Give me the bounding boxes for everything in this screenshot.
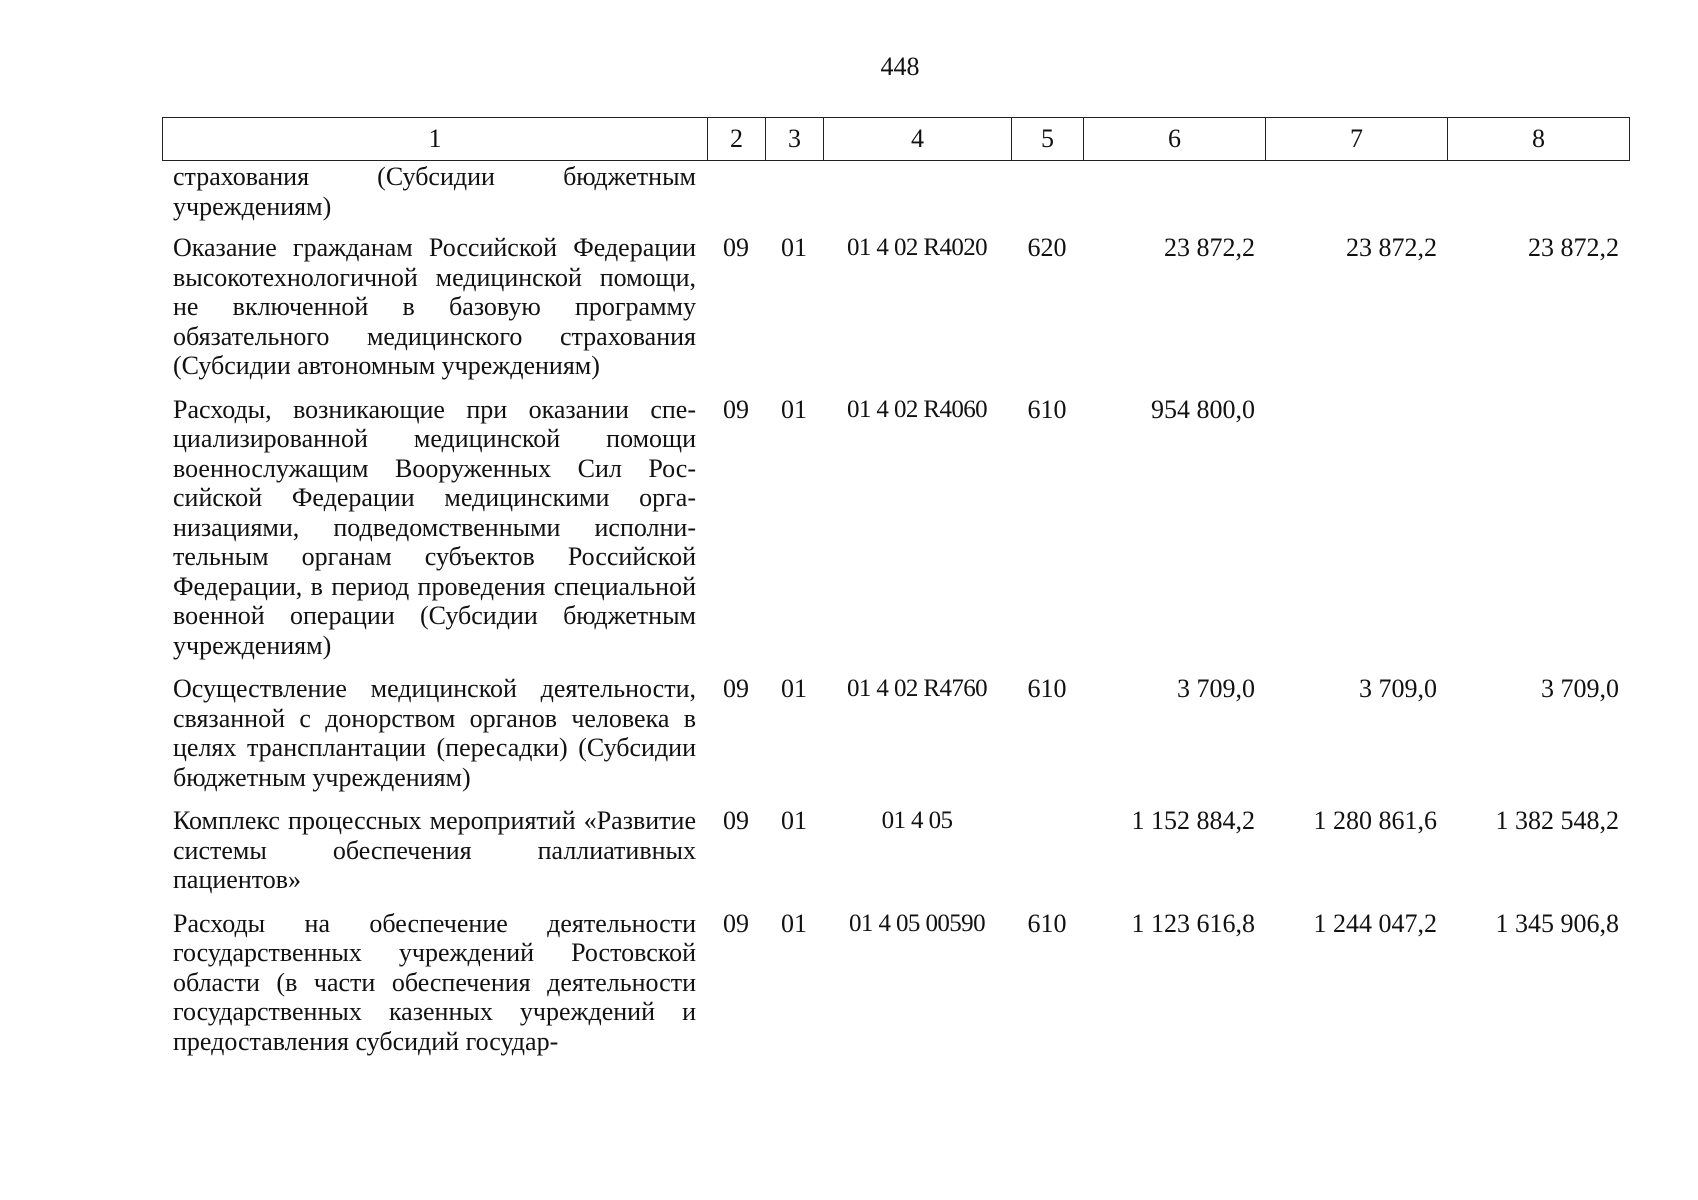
row-amount-year-1: 1 152 884,2 <box>1131 806 1255 835</box>
row-section <box>707 162 765 233</box>
header-col-1: 1 <box>163 118 708 161</box>
row-amount-year-2: 3 709,0 <box>1359 674 1437 703</box>
row-amount-year-3 <box>1447 162 1629 233</box>
row-amount-year-2 <box>1265 395 1447 675</box>
row-amount-year-1: 3 709,0 <box>1177 674 1255 703</box>
row-amount-year-2: 1 244 047,2 <box>1313 908 1437 938</box>
header-col-8: 8 <box>1448 118 1630 161</box>
row-subsection: 01 <box>781 394 807 424</box>
row-expense-type <box>1011 162 1083 233</box>
row-amount-year-1: 954 800,0 <box>1151 394 1255 424</box>
row-amount-year-2: 23 872,2 <box>1346 233 1437 262</box>
row-subsection: 01 <box>781 674 807 703</box>
row-subsection: 01 <box>781 806 807 835</box>
table-row <box>162 162 1629 233</box>
column-number-header <box>162 117 1630 161</box>
row-description: Оказание гражданам Российской Федерации высокотехнологичной медицинской помощи, не включенной в базовую программу обязательного медицинского страхования (Субсидии автономным учреждениям) <box>173 233 696 380</box>
row-target-code: 01 4 02 R4020 <box>846 234 988 261</box>
row-amount-year-1: 1 123 616,8 <box>1131 908 1255 938</box>
row-expense-type <box>1011 806 1083 909</box>
row-description: Расходы на обеспечение деятельности государственных учреждений Ростовской области (в части обеспечения деятельности государственных казенных учреждений и предоставления субсидий государ- <box>173 908 696 1056</box>
header-col-7: 7 <box>1266 118 1448 161</box>
table-row <box>162 806 1629 909</box>
table-row <box>162 395 1629 675</box>
row-section: 09 <box>723 394 749 424</box>
row-section: 09 <box>723 908 749 938</box>
row-amount-year-3: 23 872,2 <box>1528 233 1619 262</box>
budget-table <box>162 162 1629 1070</box>
table-row <box>162 909 1629 1071</box>
row-subsection: 01 <box>781 233 807 262</box>
table-row <box>162 674 1629 806</box>
table-row <box>162 233 1629 395</box>
row-subsection: 01 <box>781 908 807 938</box>
row-target-code <box>823 162 1011 233</box>
row-expense-type: 610 <box>1027 908 1067 938</box>
header-col-4: 4 <box>824 118 1012 161</box>
row-description: Осуществление медицинской деятельности, связанной с донорством органов человека в целях трансплантации (пересадки) (Субсидии бюджетным учреждениям) <box>173 674 696 792</box>
row-target-code: 01 4 05 00590 <box>849 909 985 937</box>
row-description: Расходы, возникающие при оказании специализированной медицинской помощи военнослужащим Вооруженных Сил Российской Федерации медицинскими организациями, подведомственными исполнительным органам субъектов Российской Федерации, в период проведения специальной военной операции (Субсидии бюджетным учреждениям) <box>173 394 696 660</box>
row-amount-year-1: 23 872,2 <box>1164 233 1255 262</box>
row-expense-type: 610 <box>1027 674 1067 703</box>
row-expense-type: 620 <box>1027 233 1067 262</box>
row-section: 09 <box>723 806 749 835</box>
header-col-2: 2 <box>708 118 766 161</box>
row-amount-year-3 <box>1447 395 1629 675</box>
page-number: 448 <box>880 52 920 81</box>
header-col-3: 3 <box>766 118 824 161</box>
row-description: страхования (Субсидии бюджетным учреждениям) <box>173 162 696 221</box>
row-expense-type: 610 <box>1027 394 1067 424</box>
row-target-code: 01 4 02 R4060 <box>846 395 988 423</box>
row-amount-year-3: 3 709,0 <box>1541 674 1619 703</box>
row-target-code: 01 4 05 <box>881 807 953 834</box>
row-subsection <box>765 162 823 233</box>
row-amount-year-1 <box>1083 162 1265 233</box>
row-section: 09 <box>723 233 749 262</box>
row-section: 09 <box>723 674 749 703</box>
row-amount-year-3: 1 382 548,2 <box>1495 806 1619 835</box>
row-amount-year-3: 1 345 906,8 <box>1495 908 1619 938</box>
row-target-code: 01 4 02 R4760 <box>846 675 988 702</box>
row-description: Комплекс процессных мероприятий «Развитие системы обеспечения паллиативных пациентов» <box>173 806 696 894</box>
header-col-6: 6 <box>1084 118 1266 161</box>
row-amount-year-2 <box>1265 162 1447 233</box>
header-col-5: 5 <box>1012 118 1084 161</box>
row-amount-year-2: 1 280 861,6 <box>1313 806 1437 835</box>
